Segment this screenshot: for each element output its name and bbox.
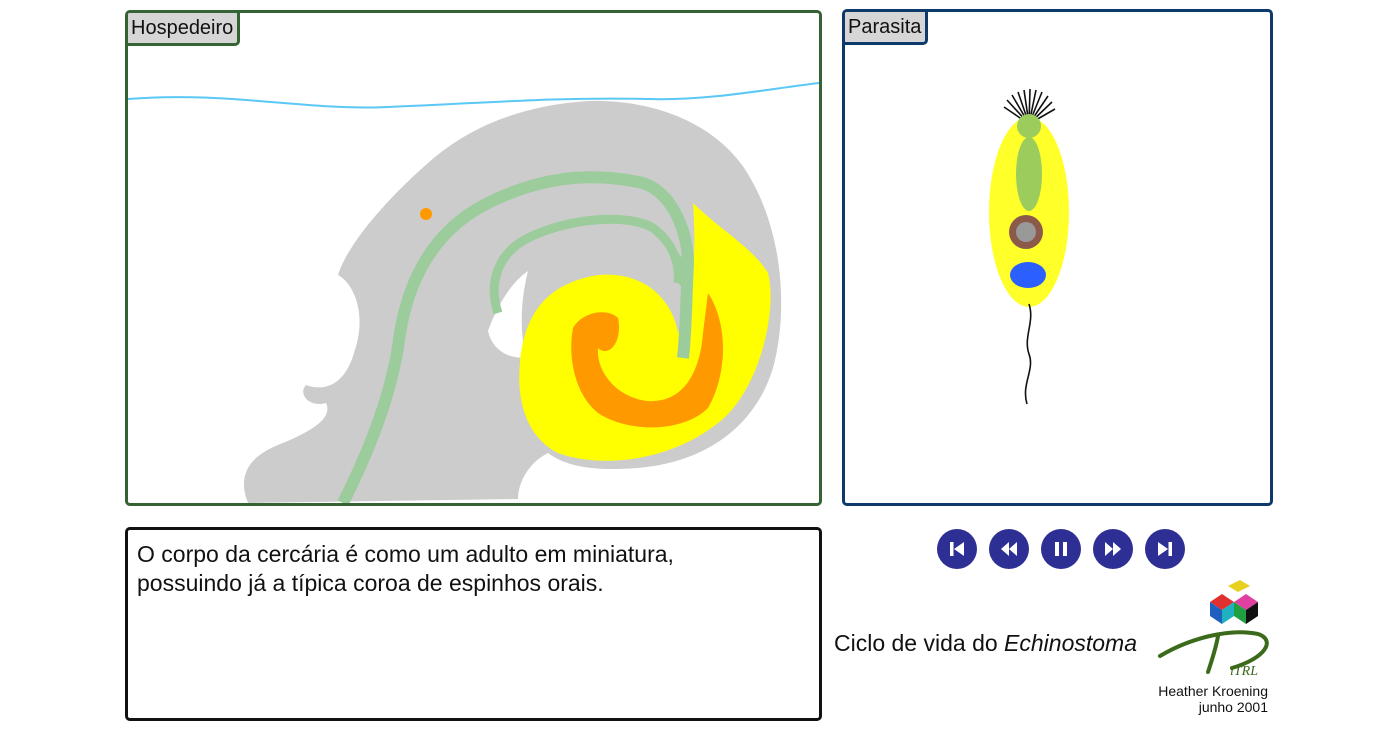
- pause-button[interactable]: [1041, 529, 1081, 569]
- logo-text: iTRL: [1230, 664, 1259, 679]
- snail-eye: [420, 208, 432, 220]
- author-date: junho 2001: [1198, 699, 1268, 715]
- author-credit: [1100, 683, 1268, 715]
- skip-to-end-button[interactable]: [1145, 529, 1185, 569]
- caption-box: [125, 527, 822, 721]
- water-surface: [128, 83, 819, 108]
- caption-line-2: possuindo já a típica coroa de espinhos orais.: [137, 570, 604, 596]
- life-cycle-title: [834, 630, 1137, 657]
- oral-sucker: [1017, 114, 1041, 138]
- cercaria-tail: [1025, 304, 1030, 404]
- skip-to-start-button[interactable]: [937, 529, 977, 569]
- skip-end-icon: [1154, 538, 1176, 560]
- author-name: Heather Kroening: [1158, 683, 1268, 699]
- cercaria-illustration: [845, 12, 1270, 503]
- title-genus: Echinostoma: [1004, 630, 1138, 656]
- cube-logo-icon: [1210, 580, 1258, 624]
- playback-controls: [937, 529, 1185, 569]
- fast-forward-icon: [1102, 538, 1124, 560]
- ventral-sucker-center: [1016, 222, 1036, 242]
- pharynx-gut: [1016, 137, 1042, 211]
- rewind-icon: [998, 538, 1020, 560]
- skip-start-icon: [946, 538, 968, 560]
- rewind-button[interactable]: [989, 529, 1029, 569]
- parasite-panel-label: Parasita: [845, 12, 928, 45]
- caption-line-1: O corpo da cercária é como um adulto em miniatura,: [137, 541, 674, 567]
- host-panel-label: Hospedeiro: [128, 13, 240, 46]
- ditrl-logo: [1150, 576, 1275, 680]
- fast-forward-button[interactable]: [1093, 529, 1133, 569]
- title-prefix: Ciclo de vida do: [834, 630, 1005, 656]
- snail-illustration: [128, 13, 819, 503]
- pause-icon: [1050, 538, 1072, 560]
- parasite-panel: [842, 9, 1273, 506]
- excretory-bladder: [1010, 262, 1046, 288]
- host-panel: [125, 10, 822, 506]
